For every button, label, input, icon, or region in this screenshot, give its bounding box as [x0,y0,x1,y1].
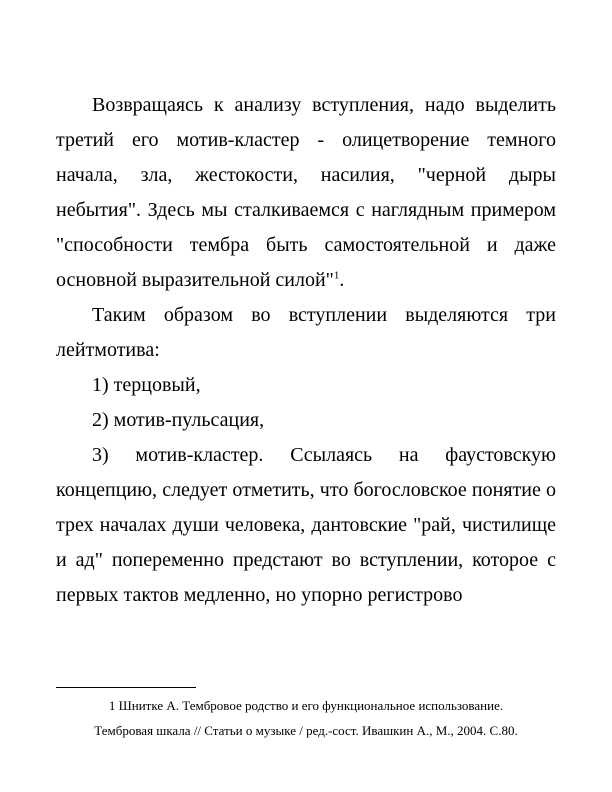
paragraph-analysis-text: Возвращаясь к анализу вступления, надо выделить третий его мотив-кластер - олицетворение темного начала, зла, жестокости, насилия, "черной дыры небытия". Здесь мы сталкиваемся с наглядным примером "способности тембра быть самостоятельной и даже основной выразительной силой" [56,94,556,291]
footnote-divider [56,687,196,688]
footnote-line-2: Тембровая шкала // Статьи о музыке / ред.-сост. Ивашкин А., М., 2004. С.80. [94,723,518,738]
footnote-line-1: 1 Шнитке А. Тембровое родство и его функциональное использование. [108,698,504,713]
list-item-tertian: 1) терцовый, [92,374,201,396]
paragraph-leitmotifs: Таким образом во вступлении выделяются три лейтмотива: [56,304,556,361]
paragraph-analysis [56,88,556,298]
paragraph-analysis-end: . [339,269,345,291]
footnote-reference: 1 [333,269,340,282]
list-item-pulsation: 2) мотив-пульсация, [92,409,265,431]
footnote [56,693,556,743]
main-text [56,88,556,613]
paragraph-cluster: 3) мотив-кластер. Ссылаясь на фаустовскую концепцию, следует отметить, что богословское понятие о трех началах души человека, дантовские "рай, чистилище и ад" попеременно предстают во вступлении, которое с первых тактов медленно, но упорно регистрово [56,444,556,606]
